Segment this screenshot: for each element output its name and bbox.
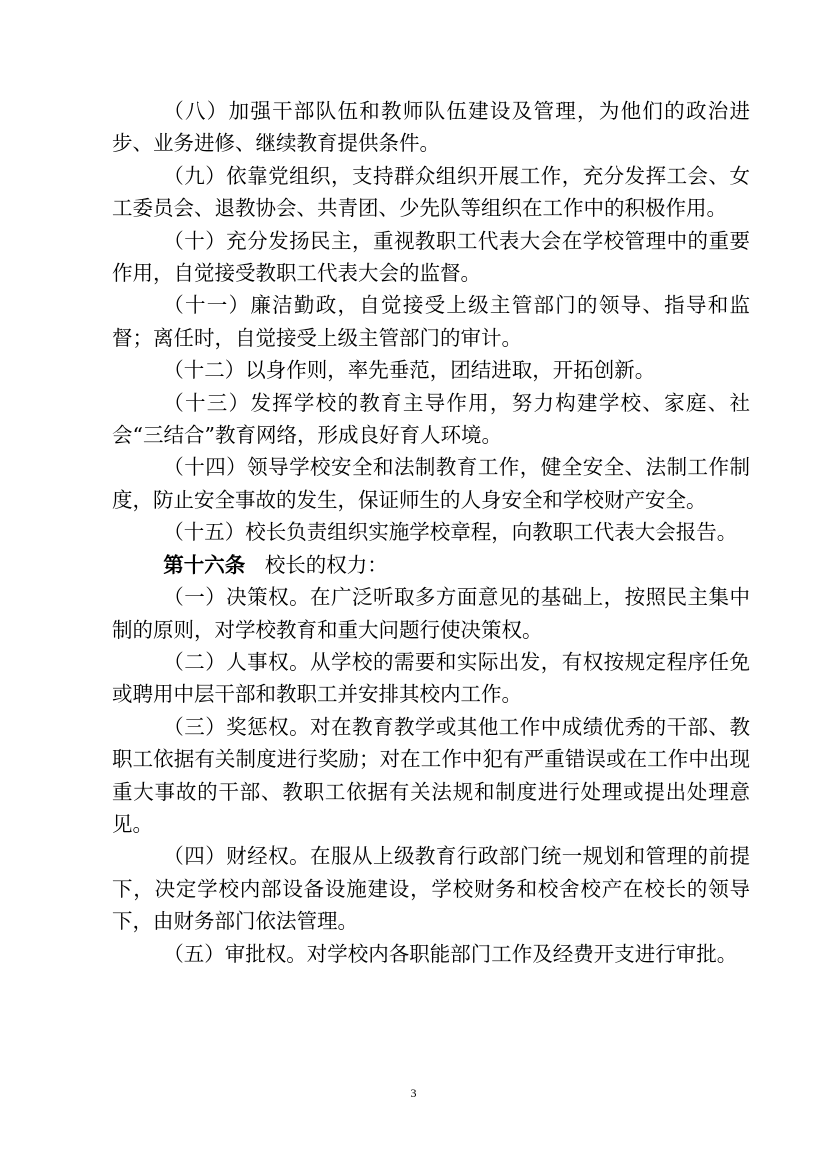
paragraph-item-13: （十三）发挥学校的教育主导作用，努力构建学校、家庭、社会“三结合”教育网络，形成良好育人环境。 [112, 390, 750, 448]
page-number: 3 [410, 1086, 417, 1100]
paragraph-item-15: （十五）校长负责组织实施学校章程，向教职工代表大会报告。 [163, 520, 738, 545]
paragraph-item-8: （八）加强干部队伍和教师队伍建设及管理，为他们的政治进步、业务进修、继续教育提供条件。 [112, 99, 750, 156]
power-item-reward-punishment: （三）奖惩权。对在教育教学或其他工作中成绩优秀的干部、教职工依据有关制度进行奖励；对在工作中犯有严重错误或在工作中出现重大事故的干部、教职工依据有关法规和制度进行处理或提出处理意见。 [112, 714, 750, 836]
paragraph-item-11: （十一）廉洁勤政，自觉接受上级主管部门的领导、指导和监督；离任时，自觉接受上级主管部门的审计。 [112, 293, 750, 350]
article-gap [245, 553, 265, 577]
paragraph-item-12: （十二）以身作则，率先垂范，团结进取，开拓创新。 [163, 358, 656, 383]
paragraph-item-9: （九）依靠党组织，支持群众组织开展工作，充分发挥工会、女工委员会、退教协会、共青团、少先队等组织在工作中的积极作用。 [112, 163, 750, 221]
power-item-approval: （五）审批权。对学校内各职能部门工作及经费开支进行审批。 [163, 941, 738, 966]
power-item-personnel: （二）人事权。从学校的需要和实际出发，有权按规定程序任免或聘用中层干部和教职工并安排其校内工作。 [112, 649, 750, 707]
article-heading [112, 549, 750, 581]
power-item-decision: （一）决策权。在广泛听取多方面意见的基础上，按照民主集中制的原则，对学校教育和重大问题行使决策权。 [112, 585, 750, 642]
document-body [112, 95, 750, 970]
article-number: 第十六条 [163, 552, 246, 577]
article-text: 校长的权力： [264, 552, 388, 577]
paragraph-item-10: （十）充分发扬民主，重视教职工代表大会在学校管理中的重要作用，自觉接受教职工代表大会的监督。 [112, 228, 750, 286]
power-item-finance: （四）财经权。在服从上级教育行政部门统一规划和管理的前提下，决定学校内部设备设施建设，学校财务和校舍校产在校长的领导下，由财务部门依法管理。 [112, 844, 750, 934]
paragraph-item-14: （十四）领导学校安全和法制教育工作，健全安全、法制工作制度，防止安全事故的发生，保证师生的人身安全和学校财产安全。 [112, 455, 750, 512]
